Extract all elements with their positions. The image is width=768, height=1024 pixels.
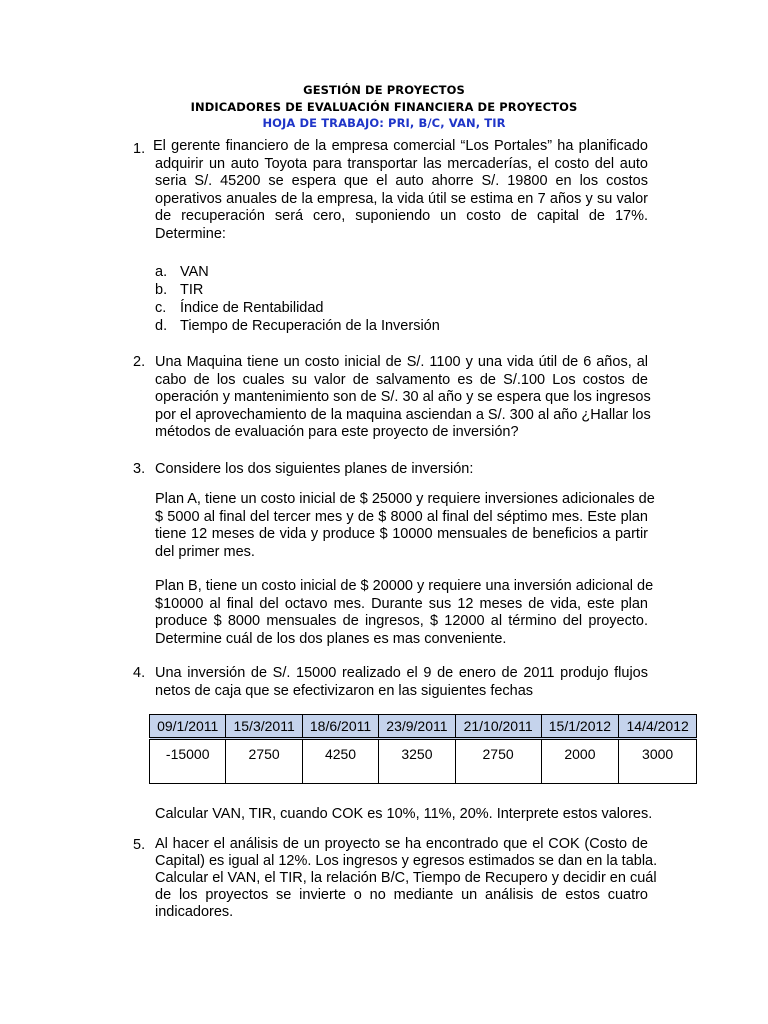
plan-a-line: del primer mes.: [155, 543, 255, 560]
option-text: Tiempo de Recuperación de la Inversión: [180, 318, 440, 334]
q1-option-a: [155, 264, 209, 280]
table-value-cell: 2750: [226, 739, 302, 784]
table-value-cell: 2000: [541, 739, 619, 784]
q5-line: indicadores.: [155, 904, 234, 920]
option-letter: c.: [155, 300, 167, 316]
q3-plan-b: [155, 578, 654, 648]
q5-line: Capital) es igual al 12%. Los ingresos y egresos estimados se dan en la tabla.: [155, 853, 658, 869]
table-value-cell: 4250: [302, 739, 378, 784]
q1-option-c: [155, 300, 324, 316]
q1-line: Determine:: [155, 225, 226, 242]
doc-title: GESTIÓN DE PROYECTOS: [303, 83, 465, 97]
table-date-cell: 15/3/2011: [226, 715, 302, 739]
q3-plan-a: [155, 491, 655, 561]
plan-a-line: Plan A, tiene un costo inicial de $ 25000 y requiere inversiones adicionales de: [155, 491, 655, 507]
q1-number: 1.: [133, 141, 146, 157]
option-text: Índice de Rentabilidad: [180, 300, 324, 316]
table-date-cell: 14/4/2012: [619, 715, 697, 739]
q2-line: cabo de los cuales su valor de salvamento es de S/.100 Los costos de: [155, 371, 648, 388]
option-text: TIR: [180, 282, 204, 298]
table-value-cell: 2750: [455, 739, 541, 784]
worksheet-title: HOJA DE TRABAJO: PRI, B/C, VAN, TIR: [262, 116, 506, 130]
q3-intro: [155, 461, 648, 479]
plan-b-line: Determine cuál de los dos planes es mas conveniente.: [155, 630, 507, 647]
q1-line: adquirir un auto Toyota para transportar las mercaderías, el costo del auto: [155, 155, 648, 172]
q1-line: El gerente financiero de la empresa comercial “Los Portales” ha planificado: [153, 138, 648, 154]
table-value-cell: -15000: [150, 739, 226, 784]
option-letter: d.: [155, 318, 168, 334]
table-date-cell: 09/1/2011: [150, 715, 226, 739]
cash-flow-table: [149, 714, 697, 784]
q3-number: 3.: [133, 461, 146, 477]
q5-number: 5.: [133, 837, 146, 853]
q1-line: de recuperación será cero, suponiendo un costo de capital de 17%.: [155, 208, 648, 225]
q5-line: Al hacer el análisis de un proyecto se ha encontrado que el COK (Costo de: [155, 836, 648, 852]
table-date-cell: 21/10/2011: [455, 715, 541, 739]
option-letter: b.: [155, 282, 168, 298]
table-value-row: [150, 739, 697, 784]
table-value-cell: 3000: [619, 739, 697, 784]
q3-intro-line: Considere los dos siguientes planes de inversión:: [155, 461, 474, 477]
q2-line: por el aprovechamiento de la maquina asciendan a S/. 300 al año ¿Hallar los: [155, 406, 651, 423]
q2-number: 2.: [133, 354, 146, 370]
table-date-cell: 18/6/2011: [302, 715, 378, 739]
table-date-cell: 23/9/2011: [379, 715, 455, 739]
q2-line: Una Maquina tiene un costo inicial de S/. 1100 y una vida útil de 6 años, al: [155, 354, 648, 370]
q2-text: [155, 354, 651, 442]
q4-number: 4.: [133, 665, 146, 681]
q4-after: [155, 806, 675, 824]
option-text: VAN: [180, 264, 209, 280]
q1-option-b: [155, 282, 203, 298]
q5-line: de los proyectos se invierte o no mediante un análisis de estos cuatro: [155, 887, 648, 903]
table-date-cell: 15/1/2012: [541, 715, 619, 739]
q1-text: [155, 138, 648, 244]
plan-b-line: produce $ 8000 mensuales de ingresos, $ 12000 al término del proyecto.: [155, 613, 648, 630]
doc-subtitle: INDICADORES DE EVALUACIÓN FINANCIERA DE PROYECTOS: [190, 100, 578, 114]
table-header-row: [150, 715, 697, 739]
q5-line: Calcular el VAN, el TIR, la relación B/C, Tiempo de Recupero y decidir en cuál: [155, 870, 657, 886]
q4-text: [155, 665, 648, 700]
q4-line: Una inversión de S/. 15000 realizado el 9 de enero de 2011 produjo flujos: [155, 665, 648, 681]
q5-text: [155, 836, 658, 921]
q1-line: operativos anuales de la empresa, la vida útil se estima en 7 años y su valor: [155, 190, 648, 207]
option-letter: a.: [155, 264, 168, 280]
q1-line: seria S/. 45200 se espera que el auto ahorre S/. 19800 en los costos: [155, 173, 648, 190]
q4-line: netos de caja que se efectivizaron en las siguientes fechas: [155, 682, 534, 699]
plan-b-line: $10000 al final del octavo mes. Durante sus 12 meses de vida, este plan: [155, 595, 648, 612]
q1-option-d: [155, 318, 440, 334]
plan-a-line: tiene 12 meses de vida y produce $ 10000 mensuales de beneficios a partir: [155, 526, 648, 543]
q4-after-line: Calcular VAN, TIR, cuando COK es 10%, 11%, 20%. Interprete estos valores.: [155, 806, 653, 822]
plan-b-line: Plan B, tiene un costo inicial de $ 20000 y requiere una inversión adicional de: [155, 578, 654, 594]
table-value-cell: 3250: [379, 739, 455, 784]
q2-line: operación y mantenimiento son de S/. 30 al año y se espera que los ingresos: [155, 389, 651, 406]
q2-line: métodos de evaluación para este proyecto de inversión?: [155, 424, 519, 441]
plan-a-line: $ 5000 al final del tercer mes y de $ 8000 al final del séptimo mes. Este plan: [155, 508, 648, 525]
